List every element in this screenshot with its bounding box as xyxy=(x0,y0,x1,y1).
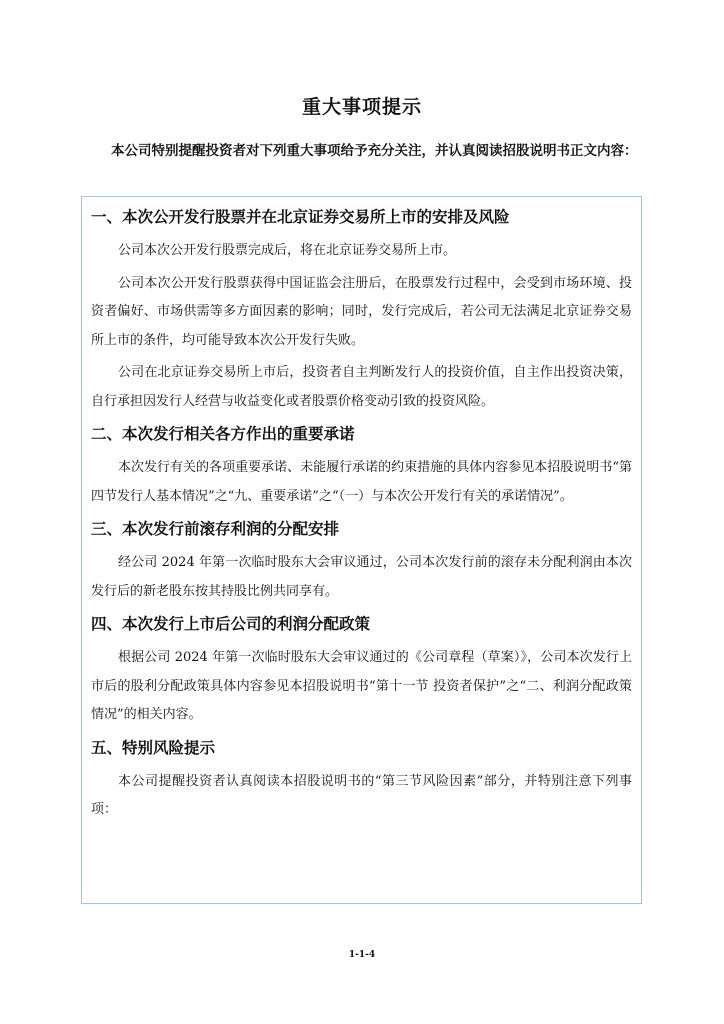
section-heading: 三、本次发行前滚存利润的分配安排 xyxy=(91,520,340,538)
section-retained-profit xyxy=(91,515,632,606)
page-title: 重大事项提示 xyxy=(301,96,422,118)
section-heading: 二、本次发行相关各方作出的重要承诺 xyxy=(91,425,355,443)
section-risk-notice xyxy=(91,734,632,825)
section-listing-arrangement xyxy=(91,203,632,416)
important-matters-box xyxy=(81,196,642,904)
section-paragraph: 公司本次公开发行股票完成后，将在北京证券交易所上市。 xyxy=(118,243,457,258)
section-heading: 一、本次公开发行股票并在北京证券交易所上市的安排及风险 xyxy=(91,208,510,226)
section-dividend-policy xyxy=(91,610,632,730)
section-heading: 五、特别风险提示 xyxy=(91,738,216,757)
intro-paragraph: 本公司特别提醒投资者对下列重大事项给予充分关注，并认真阅读招股说明书正文内容： xyxy=(111,143,638,159)
section-paragraph: 公司在北京证券交易所上市后，投资者自主判断发行人的投资价值，自主作出投资决策，自行承担因发行人经营与收益变化或者股票价格变动引致的投资风险。 xyxy=(91,365,632,409)
section-paragraph: 根据公司 2024 年第一次临时股东大会审议通过的《公司章程（草案）》，公司本次发行上市后的股利分配政策具体内容参见本招股说明书“第十一节 投资者保护”之“二、利润分配政策情况”的相关内容。 xyxy=(91,650,632,722)
section-paragraph: 本次发行有关的各项重要承诺、未能履行承诺的约束措施的具体内容参见本招股说明书“第四节发行人基本情况”之“九、重要承诺”之“（一）与本次公开发行有关的承诺情况”。 xyxy=(91,460,632,504)
section-paragraph: 公司本次公开发行股票获得中国证监会注册后，在股票发行过程中，会受到市场环境、投资者偏好、市场供需等多方面因素的影响；同时，发行完成后，若公司无法满足北京证券交易所上市的条件，均可能导致本次公开发行失败。 xyxy=(91,275,632,348)
section-heading: 四、本次发行上市后公司的利润分配政策 xyxy=(91,615,371,633)
section-commitments xyxy=(91,420,632,511)
section-paragraph: 经公司 2024 年第一次临时股东大会审议通过，公司本次发行前的滚存未分配利润由本次发行后的新老股东按其持股比例共同享有。 xyxy=(91,555,632,599)
section-paragraph: 本公司提醒投资者认真阅读本招股说明书的“第三节风险因素”部分，并特别注意下列事项： xyxy=(91,773,632,817)
page-number: 1-1-4 xyxy=(348,950,376,960)
